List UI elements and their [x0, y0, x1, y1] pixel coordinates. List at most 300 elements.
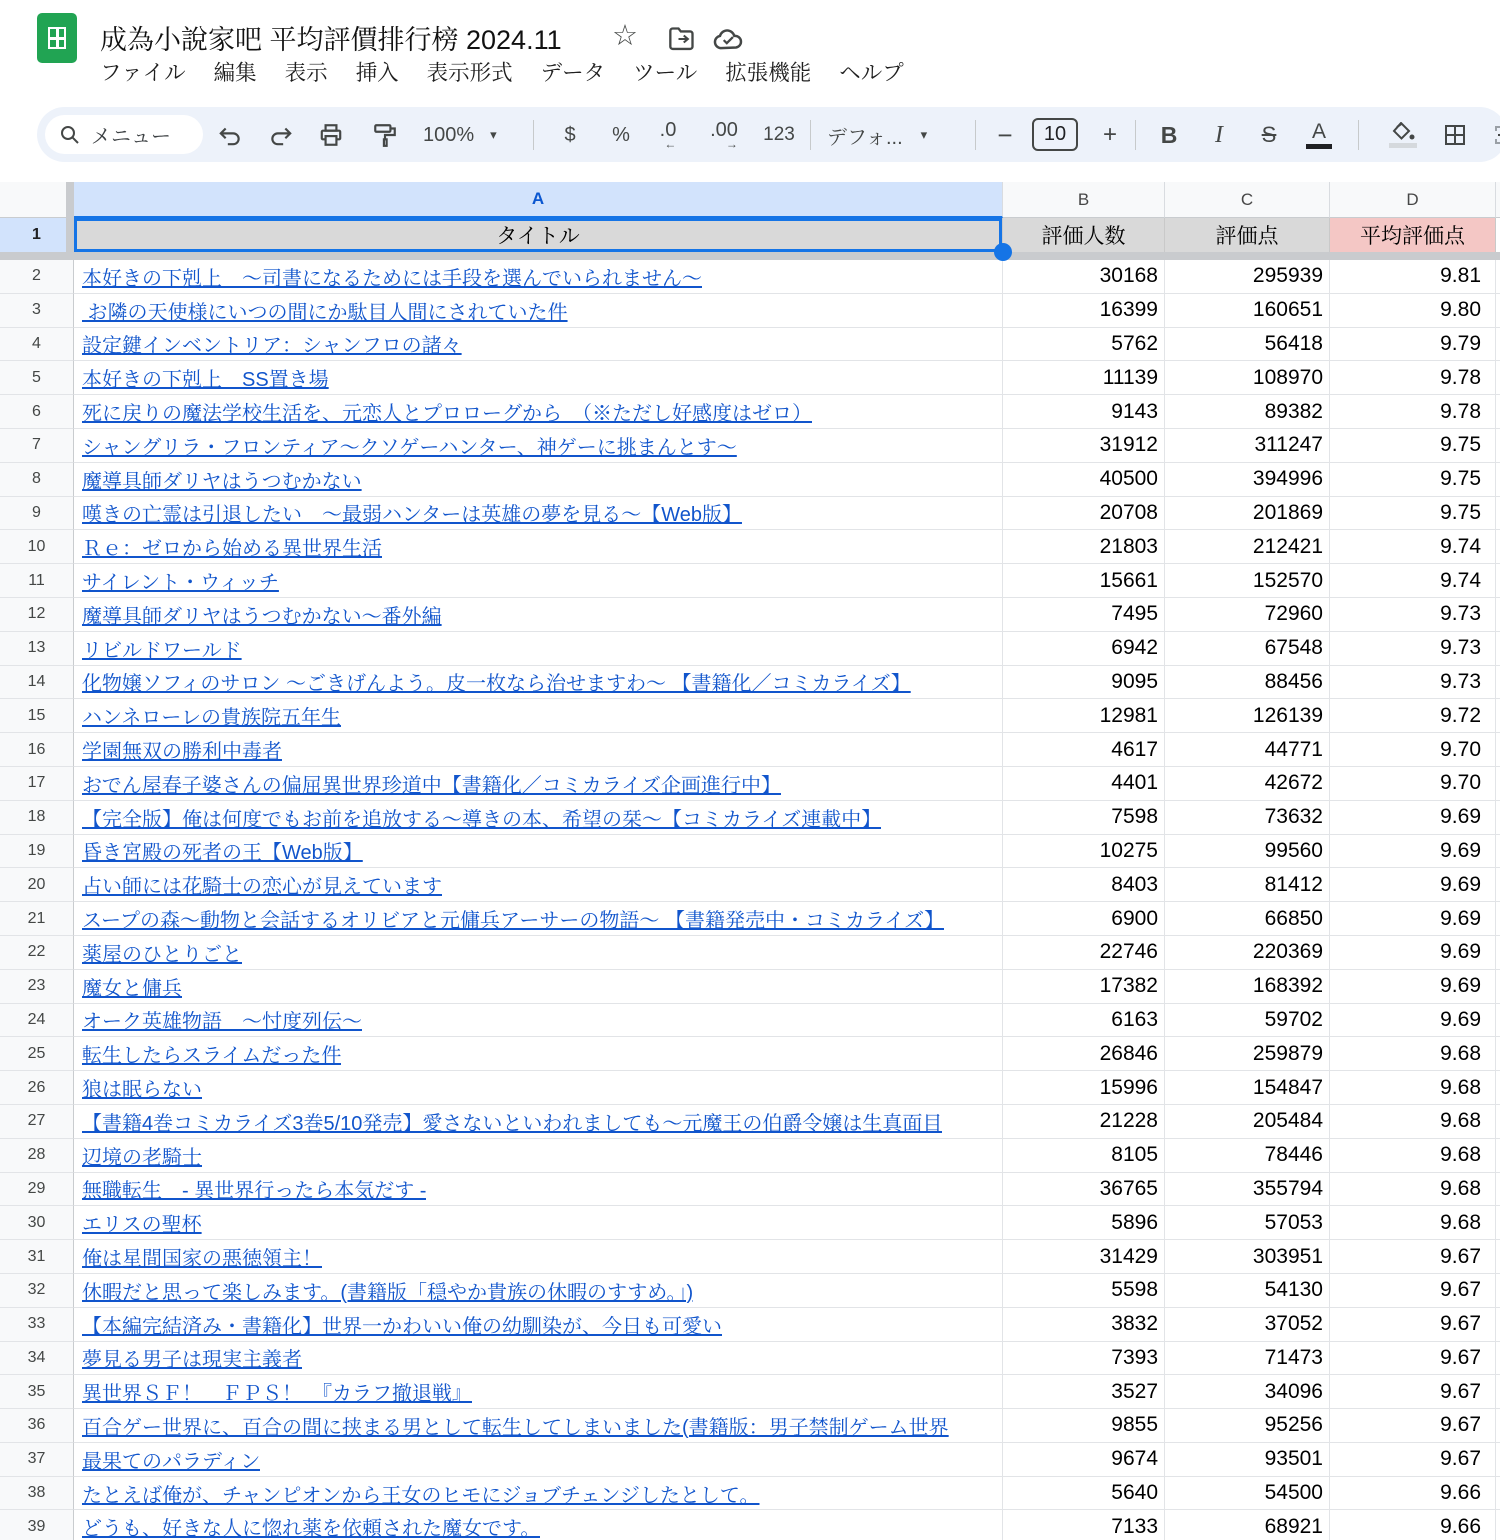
average-cell[interactable]: 9.75	[1330, 463, 1496, 497]
average-cell[interactable]: 9.69	[1330, 868, 1496, 902]
title-cell[interactable]	[74, 801, 1003, 835]
title-link[interactable]: 夢見る男子は現実主義者	[82, 1349, 302, 1372]
table-row	[0, 1375, 1500, 1409]
strikethrough-button[interactable]: S	[1261, 122, 1277, 147]
title-link[interactable]: 【本編完結済み・書籍化】世界一かわいい俺の幼馴染が、今日も可愛い	[82, 1315, 722, 1338]
title-link[interactable]: 学園無双の勝利中毒者	[82, 741, 282, 764]
title-cell[interactable]	[74, 1375, 1003, 1409]
average-cell[interactable]: 9.80	[1330, 294, 1496, 328]
column-header-b[interactable]: B	[1003, 182, 1165, 218]
row-number[interactable]: 35	[0, 1375, 74, 1409]
points-cell[interactable]: 295939	[1165, 260, 1330, 294]
search-menus-button[interactable]	[45, 115, 203, 154]
title-link[interactable]: たとえば俺が、チャンピオンから王女のヒモにジョブチェンジしたとして。	[82, 1484, 760, 1507]
row-number[interactable]: 21	[0, 902, 74, 936]
average-cell[interactable]: 9.73	[1330, 598, 1496, 632]
points-cell[interactable]: 154847	[1165, 1071, 1330, 1105]
decrease-decimal-button[interactable]: .0 ←	[659, 119, 677, 151]
average-cell[interactable]: 9.69	[1330, 936, 1496, 970]
title-cell[interactable]	[74, 1240, 1003, 1274]
title-link[interactable]: 嘆きの亡霊は引退したい ～最弱ハンターは英雄の夢を見る～【Web版】	[82, 504, 742, 527]
document-title[interactable]: 成為小說家吧 平均評價排行榜 2024.11	[100, 25, 562, 55]
edge-sliver	[1496, 1173, 1500, 1207]
title-link[interactable]: シャングリラ・フロンティア～クソゲーハンター、神ゲーに挑まんとす～	[82, 436, 737, 459]
raters-cell[interactable]: 15661	[1003, 564, 1165, 598]
average-cell[interactable]: 9.68	[1330, 1139, 1496, 1173]
points-cell[interactable]: 57053	[1165, 1206, 1330, 1240]
title-cell[interactable]	[74, 767, 1003, 801]
points-cell[interactable]: 68921	[1165, 1510, 1330, 1540]
borders-button[interactable]	[1435, 117, 1475, 153]
fill-color-button[interactable]	[1381, 117, 1425, 153]
row-number[interactable]: 32	[0, 1274, 74, 1308]
points-cell[interactable]: 73632	[1165, 801, 1330, 835]
row-number[interactable]: 36	[0, 1409, 74, 1443]
row-number[interactable]: 9	[0, 497, 74, 531]
star-icon[interactable]: ☆	[612, 20, 638, 52]
title-link[interactable]: 設定鍵インベントリア：シャンフロの諸々	[82, 335, 462, 358]
row-number[interactable]: 7	[0, 429, 74, 463]
bold-button[interactable]: B	[1160, 121, 1178, 148]
row-number[interactable]: 30	[0, 1206, 74, 1240]
points-cell[interactable]: 56418	[1165, 328, 1330, 362]
title-link[interactable]: ハンネローレの貴族院五年生	[82, 707, 341, 730]
sheet-rows	[0, 260, 1500, 1540]
raters-cell[interactable]: 3527	[1003, 1375, 1165, 1409]
row-number[interactable]: 16	[0, 733, 74, 767]
points-cell[interactable]: 72960	[1165, 598, 1330, 632]
title-link[interactable]: 最果てのパラディン	[82, 1450, 261, 1473]
raters-cell[interactable]: 9095	[1003, 666, 1165, 700]
row-number[interactable]: 39	[0, 1510, 74, 1540]
column-header-a[interactable]: A	[74, 182, 1003, 218]
raters-cell[interactable]: 5598	[1003, 1274, 1165, 1308]
row-number[interactable]: 22	[0, 936, 74, 970]
row-number[interactable]: 28	[0, 1139, 74, 1173]
table-row	[0, 699, 1500, 733]
raters-cell[interactable]: 11139	[1003, 361, 1165, 395]
redo-button[interactable]	[263, 117, 299, 153]
points-cell[interactable]: 201869	[1165, 497, 1330, 531]
title-cell[interactable]	[74, 1206, 1003, 1240]
title-cell[interactable]	[74, 1510, 1003, 1540]
menu-data[interactable]: データ	[540, 61, 606, 85]
title-link[interactable]: 無職転生 - 異世界行ったら本気だす -	[82, 1180, 427, 1203]
points-cell[interactable]: 93501	[1165, 1443, 1330, 1477]
table-row	[0, 733, 1500, 767]
title-cell[interactable]	[74, 835, 1003, 869]
title-link[interactable]: 転生したらスライムだった件	[82, 1045, 342, 1068]
zoom-select[interactable]	[423, 117, 497, 153]
raters-cell[interactable]: 5762	[1003, 328, 1165, 362]
move-folder-icon[interactable]	[668, 26, 696, 57]
title-cell[interactable]	[74, 530, 1003, 564]
title-cell[interactable]	[74, 1308, 1003, 1342]
title-link[interactable]: 休暇だと思って楽しみます。(書籍版「穏やか貴族の休暇のすすめ。」)	[82, 1281, 694, 1304]
average-cell[interactable]: 9.67	[1330, 1375, 1496, 1409]
average-cell[interactable]: 9.68	[1330, 1071, 1496, 1105]
row-number[interactable]: 5	[0, 361, 74, 395]
points-cell[interactable]: 42672	[1165, 767, 1330, 801]
frozen-row-divider[interactable]	[0, 252, 1500, 260]
average-cell[interactable]: 9.66	[1330, 1477, 1496, 1511]
raters-cell[interactable]: 8403	[1003, 868, 1165, 902]
points-cell[interactable]: 160651	[1165, 294, 1330, 328]
title-link[interactable]: 薬屋のひとりごと	[82, 943, 242, 966]
menu-format[interactable]: 表示形式	[426, 61, 513, 85]
points-cell[interactable]: 303951	[1165, 1240, 1330, 1274]
title-link[interactable]: 死に戻りの魔法学校生活を、元恋人とプロローグから （※ただし好感度はゼロ）	[82, 403, 812, 426]
row-number[interactable]: 15	[0, 699, 74, 733]
raters-cell[interactable]: 31912	[1003, 429, 1165, 463]
title-cell[interactable]	[74, 1173, 1003, 1207]
more-formats-button[interactable]: 123	[763, 124, 795, 145]
points-cell[interactable]: 355794	[1165, 1173, 1330, 1207]
title-cell[interactable]	[74, 936, 1003, 970]
raters-cell[interactable]: 6942	[1003, 632, 1165, 666]
average-cell[interactable]: 9.69	[1330, 970, 1496, 1004]
table-row	[0, 936, 1500, 970]
menu-help[interactable]: ヘルプ	[839, 61, 904, 85]
points-cell[interactable]: 311247	[1165, 429, 1330, 463]
row-number[interactable]: 34	[0, 1342, 74, 1376]
increase-decimal-button[interactable]: .00 →	[710, 119, 738, 151]
cell-a1-title-header[interactable]: タイトル	[74, 218, 1003, 252]
row-number[interactable]: 17	[0, 767, 74, 801]
column-header-d[interactable]: D	[1330, 182, 1496, 218]
title-cell[interactable]	[74, 1409, 1003, 1443]
average-cell[interactable]: 9.68	[1330, 1037, 1496, 1071]
title-cell[interactable]	[74, 497, 1003, 531]
undo-button[interactable]	[212, 117, 248, 153]
edge-sliver	[1496, 1274, 1500, 1308]
menubar	[100, 56, 904, 87]
raters-cell[interactable]: 22746	[1003, 936, 1165, 970]
row-number[interactable]: 29	[0, 1173, 74, 1207]
average-cell[interactable]: 9.69	[1330, 835, 1496, 869]
title-link[interactable]: おでん屋春子婆さんの偏屈異世界珍道中【書籍化／コミカライズ企画進行中】	[82, 774, 781, 797]
table-row	[0, 1037, 1500, 1071]
points-cell[interactable]: 44771	[1165, 733, 1330, 767]
average-cell[interactable]: 9.70	[1330, 733, 1496, 767]
points-cell[interactable]: 54130	[1165, 1274, 1330, 1308]
title-cell[interactable]	[74, 395, 1003, 429]
title-cell[interactable]	[74, 1342, 1003, 1376]
title-cell[interactable]	[74, 868, 1003, 902]
average-cell[interactable]: 9.69	[1330, 1004, 1496, 1038]
cell-c1-points-header[interactable]: 評価点	[1165, 218, 1330, 252]
title-link[interactable]: 【書籍4巻コミカライズ3巻5/10発売】愛さないといわれましても～元魔王の伯爵令嬢は生真面目	[82, 1112, 943, 1135]
title-link[interactable]: サイレント・ウィッチ	[82, 572, 279, 595]
title-cell[interactable]	[74, 294, 1003, 328]
title-cell[interactable]	[74, 1274, 1003, 1308]
title-link[interactable]: 魔導具師ダリヤはうつむかない	[82, 470, 362, 493]
title-link[interactable]: リビルドワールド	[82, 639, 242, 662]
title-cell[interactable]	[74, 361, 1003, 395]
average-cell[interactable]: 9.67	[1330, 1409, 1496, 1443]
raters-cell[interactable]: 6900	[1003, 902, 1165, 936]
row-number[interactable]: 19	[0, 835, 74, 869]
average-cell[interactable]: 9.75	[1330, 497, 1496, 531]
average-cell[interactable]: 9.81	[1330, 260, 1496, 294]
row-number[interactable]: 4	[0, 328, 74, 362]
raters-cell[interactable]: 7598	[1003, 801, 1165, 835]
search-icon	[59, 124, 81, 146]
menu-view[interactable]: 表示	[284, 61, 328, 85]
title-link[interactable]: 俺は星間国家の悪徳領主！	[82, 1248, 322, 1270]
average-cell[interactable]: 9.79	[1330, 328, 1496, 362]
raters-cell[interactable]: 9855	[1003, 1409, 1165, 1443]
header-row	[0, 218, 1500, 252]
menu-extensions[interactable]: 拡張機能	[725, 61, 812, 85]
title-link[interactable]: オーク英雄物語 ～忖度列伝～	[82, 1011, 362, 1034]
title-cell[interactable]	[74, 1139, 1003, 1173]
raters-cell[interactable]: 10275	[1003, 835, 1165, 869]
table-row	[0, 463, 1500, 497]
raters-cell[interactable]: 30168	[1003, 260, 1165, 294]
table-row	[0, 1071, 1500, 1105]
raters-cell[interactable]: 16399	[1003, 294, 1165, 328]
raters-cell[interactable]: 4401	[1003, 767, 1165, 801]
average-cell[interactable]: 9.73	[1330, 666, 1496, 700]
raters-cell[interactable]: 31429	[1003, 1240, 1165, 1274]
menu-edit[interactable]: 編集	[213, 61, 257, 85]
average-cell[interactable]: 9.70	[1330, 767, 1496, 801]
merge-cells-button[interactable]	[1485, 117, 1500, 153]
points-cell[interactable]: 152570	[1165, 564, 1330, 598]
row-number[interactable]: 1	[0, 218, 74, 252]
title-link[interactable]: 異世界ＳＦ！ ＦＰＳ！ 『カラフ撤退戦』	[82, 1383, 472, 1406]
title-link[interactable]: お隣の天使様にいつの間にか駄目人間にされていた件	[82, 301, 568, 324]
raters-cell[interactable]: 26846	[1003, 1037, 1165, 1071]
average-cell[interactable]: 9.68	[1330, 1206, 1496, 1240]
title-link[interactable]: エリスの聖杯	[82, 1214, 202, 1237]
average-cell[interactable]: 9.66	[1330, 1510, 1496, 1540]
title-cell[interactable]	[74, 598, 1003, 632]
title-cell[interactable]	[74, 260, 1003, 294]
selection-fill-handle[interactable]	[994, 243, 1012, 261]
raters-cell[interactable]: 12981	[1003, 699, 1165, 733]
title-cell[interactable]	[74, 1004, 1003, 1038]
row-number[interactable]: 12	[0, 598, 74, 632]
raters-cell[interactable]: 20708	[1003, 497, 1165, 531]
row-number[interactable]: 33	[0, 1308, 74, 1342]
title-link[interactable]: 本好きの下剋上 SS置き場	[82, 369, 329, 392]
title-link[interactable]: 【完全版】俺は何度でもお前を追放する～導きの本、希望の栞～【コミカライズ連載中】	[82, 808, 882, 831]
title-link[interactable]: Ｒｅ：ゼロから始める異世界生活	[82, 538, 382, 561]
toolbar	[37, 107, 1500, 162]
paint-format-button[interactable]	[367, 117, 403, 153]
column-header-c[interactable]: C	[1165, 182, 1330, 218]
points-cell[interactable]: 78446	[1165, 1139, 1330, 1173]
decrease-font-size-button[interactable]: −	[997, 119, 1013, 150]
row-number[interactable]: 10	[0, 530, 74, 564]
row-number[interactable]: 23	[0, 970, 74, 1004]
format-currency-button[interactable]: $	[564, 123, 576, 146]
cell-b1-raters-header[interactable]: 評価人数	[1003, 218, 1165, 252]
title-cell[interactable]	[74, 733, 1003, 767]
average-cell[interactable]: 9.78	[1330, 395, 1496, 429]
row-number[interactable]: 31	[0, 1240, 74, 1274]
font-size-input[interactable]: 10	[1032, 118, 1078, 151]
points-cell[interactable]: 81412	[1165, 868, 1330, 902]
raters-cell[interactable]: 5640	[1003, 1477, 1165, 1511]
table-row	[0, 1139, 1500, 1173]
print-button[interactable]	[313, 117, 349, 153]
points-cell[interactable]: 89382	[1165, 395, 1330, 429]
raters-cell[interactable]: 5896	[1003, 1206, 1165, 1240]
row-number[interactable]: 24	[0, 1004, 74, 1038]
average-cell[interactable]: 9.67	[1330, 1308, 1496, 1342]
points-cell[interactable]: 108970	[1165, 361, 1330, 395]
title-cell[interactable]	[74, 564, 1003, 598]
edge-sliver	[1496, 1037, 1500, 1071]
points-cell[interactable]: 99560	[1165, 835, 1330, 869]
title-cell[interactable]	[74, 1071, 1003, 1105]
title-cell[interactable]	[74, 328, 1003, 362]
points-cell[interactable]: 34096	[1165, 1375, 1330, 1409]
title-link[interactable]: どうも、好きな人に惚れ薬を依頼された魔女です。	[82, 1518, 541, 1540]
table-row	[0, 497, 1500, 531]
title-link[interactable]: 狼は眠らない	[82, 1079, 202, 1102]
average-cell[interactable]: 9.68	[1330, 1105, 1496, 1139]
raters-cell[interactable]: 9143	[1003, 395, 1165, 429]
row-number[interactable]: 6	[0, 395, 74, 429]
points-cell[interactable]: 394996	[1165, 463, 1330, 497]
points-cell[interactable]: 37052	[1165, 1308, 1330, 1342]
title-cell[interactable]	[74, 1037, 1003, 1071]
title-link[interactable]: スープの森～動物と会話するオリビアと元傭兵アーサーの物語～ 【書籍発売中・コミカライズ】	[82, 910, 945, 933]
points-cell[interactable]: 212421	[1165, 530, 1330, 564]
title-cell[interactable]	[74, 970, 1003, 1004]
format-percent-button[interactable]: %	[612, 123, 630, 146]
title-link[interactable]: 本好きの下剋上 ～司書になるためには手段を選んでいられません～	[82, 267, 702, 290]
average-cell[interactable]: 9.68	[1330, 1173, 1496, 1207]
points-cell[interactable]: 95256	[1165, 1409, 1330, 1443]
title-link[interactable]: 化物嬢ソフィのサロン ～ごきげんよう。皮一枚なら治せますわ～ 【書籍化／コミカライズ】	[82, 673, 911, 696]
title-link[interactable]: 魔導具師ダリヤはうつむかない～番外編	[82, 605, 442, 628]
average-cell[interactable]: 9.67	[1330, 1443, 1496, 1477]
average-cell[interactable]: 9.69	[1330, 902, 1496, 936]
raters-cell[interactable]: 6163	[1003, 1004, 1165, 1038]
raters-cell[interactable]: 17382	[1003, 970, 1165, 1004]
row-number[interactable]: 37	[0, 1443, 74, 1477]
increase-font-size-button[interactable]: +	[1102, 121, 1117, 148]
raters-cell[interactable]: 7495	[1003, 598, 1165, 632]
raters-cell[interactable]: 4617	[1003, 733, 1165, 767]
row-number[interactable]: 25	[0, 1037, 74, 1071]
average-cell[interactable]: 9.73	[1330, 632, 1496, 666]
title-cell[interactable]	[74, 429, 1003, 463]
points-cell[interactable]: 67548	[1165, 632, 1330, 666]
points-cell[interactable]: 54500	[1165, 1477, 1330, 1511]
menu-file[interactable]: ファイル	[100, 61, 186, 85]
row-number[interactable]: 13	[0, 632, 74, 666]
toolbar-divider	[1135, 120, 1136, 150]
row-number[interactable]: 20	[0, 868, 74, 902]
average-cell[interactable]: 9.67	[1330, 1240, 1496, 1274]
select-all-corner[interactable]	[0, 182, 74, 218]
table-row	[0, 395, 1500, 429]
points-cell[interactable]: 71473	[1165, 1342, 1330, 1376]
title-cell[interactable]	[74, 1443, 1003, 1477]
average-cell[interactable]: 9.78	[1330, 361, 1496, 395]
points-cell[interactable]: 88456	[1165, 666, 1330, 700]
table-row	[0, 902, 1500, 936]
menu-tools[interactable]: ツール	[633, 61, 698, 85]
raters-cell[interactable]: 40500	[1003, 463, 1165, 497]
average-cell[interactable]: 9.69	[1330, 801, 1496, 835]
title-cell[interactable]	[74, 666, 1003, 700]
table-row	[0, 1342, 1500, 1376]
raters-cell[interactable]: 7393	[1003, 1342, 1165, 1376]
average-cell[interactable]: 9.74	[1330, 530, 1496, 564]
points-cell[interactable]: 59702	[1165, 1004, 1330, 1038]
row-number[interactable]: 27	[0, 1105, 74, 1139]
average-cell[interactable]: 9.67	[1330, 1274, 1496, 1308]
raters-cell[interactable]: 3832	[1003, 1308, 1165, 1342]
row-number[interactable]: 26	[0, 1071, 74, 1105]
title-cell[interactable]	[74, 1105, 1003, 1139]
title-cell[interactable]	[74, 902, 1003, 936]
raters-cell[interactable]: 8105	[1003, 1139, 1165, 1173]
raters-cell[interactable]: 21803	[1003, 530, 1165, 564]
average-cell[interactable]: 9.75	[1330, 429, 1496, 463]
title-cell[interactable]	[74, 699, 1003, 733]
font-family-select[interactable]	[827, 117, 927, 153]
row-number[interactable]: 14	[0, 666, 74, 700]
title-cell[interactable]	[74, 463, 1003, 497]
title-cell[interactable]	[74, 632, 1003, 666]
points-cell[interactable]: 220369	[1165, 936, 1330, 970]
cloud-saved-icon[interactable]	[712, 27, 744, 57]
row-number[interactable]: 8	[0, 463, 74, 497]
points-cell[interactable]: 205484	[1165, 1105, 1330, 1139]
title-link[interactable]: 占い師には花騎士の恋心が見えています	[82, 876, 442, 899]
cell-d1-average-header[interactable]: 平均評価点	[1330, 218, 1496, 252]
raters-cell[interactable]: 15996	[1003, 1071, 1165, 1105]
points-cell[interactable]: 259879	[1165, 1037, 1330, 1071]
average-cell[interactable]: 9.67	[1330, 1342, 1496, 1376]
raters-cell[interactable]: 36765	[1003, 1173, 1165, 1207]
title-cell[interactable]	[74, 1477, 1003, 1511]
row-number[interactable]: 18	[0, 801, 74, 835]
text-color-button[interactable]: A	[1299, 117, 1339, 153]
average-cell[interactable]: 9.74	[1330, 564, 1496, 598]
points-cell[interactable]: 126139	[1165, 699, 1330, 733]
average-cell[interactable]: 9.72	[1330, 699, 1496, 733]
edge-sliver	[1496, 463, 1500, 497]
table-row	[0, 328, 1500, 362]
menu-insert[interactable]: 挿入	[355, 61, 399, 85]
raters-cell[interactable]: 7133	[1003, 1510, 1165, 1540]
row-number[interactable]: 38	[0, 1477, 74, 1511]
italic-button[interactable]: I	[1215, 121, 1223, 148]
raters-cell[interactable]: 21228	[1003, 1105, 1165, 1139]
row-number[interactable]: 3	[0, 294, 74, 328]
edge-sliver	[1496, 260, 1500, 294]
row-number[interactable]: 2	[0, 260, 74, 294]
points-cell[interactable]: 66850	[1165, 902, 1330, 936]
text-color-swatch	[1306, 144, 1332, 149]
row-number[interactable]: 11	[0, 564, 74, 598]
title-link[interactable]: 百合ゲー世界に、百合の間に挟まる男として転生してしまいました(書籍版：男子禁制ゲーム世界	[82, 1416, 949, 1439]
title-link[interactable]: 魔女と傭兵	[82, 977, 182, 1000]
raters-cell[interactable]: 9674	[1003, 1443, 1165, 1477]
points-cell[interactable]: 168392	[1165, 970, 1330, 1004]
title-link[interactable]: 昏き宮殿の死者の王【Web版】	[82, 842, 363, 865]
title-link[interactable]: 辺境の老騎士	[82, 1146, 202, 1169]
